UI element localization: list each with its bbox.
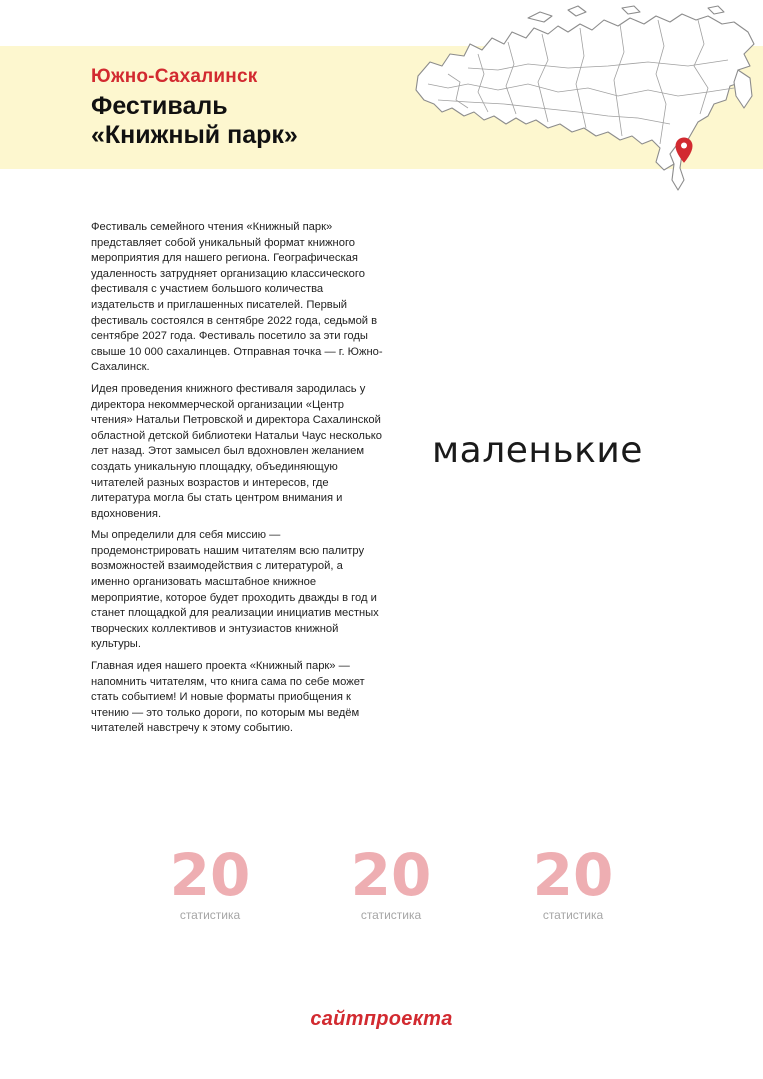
russia-map [408,4,760,196]
body-paragraph-1: Фестиваль семейного чтения «Книжный парк» представляет собой уникальный формат книжного мероприятия для нашего региона. Географическая удаленность затрудняет организацию классического фестиваля с участием большого количества издательств и приглашенных писателей. Первый фестиваль состоялся в сентябре 2022 года, седьмой в сентябре 2027 года. Фестиваль посетило за эти годы свыше 10 000 сахалинцев. Отправная точка — г. Южно-Сахалинск. [91,221,383,374]
stat-label: статистика [542,908,604,922]
city-name: Южно-Сахалинск [91,66,258,87]
page-title [91,92,298,150]
body-text [91,220,383,743]
stat-value: 20 [169,841,251,909]
body-paragraph-2: Идея проведения книжного фестиваля зародилась у директора некоммерческой организации «Центр чтения» Натальи Петровской и директора Сахалинской областной детской библиотеки Натальи Чаус несколько лет назад. Этот замысел был вдохновлен желанием создать уникальную площадку, объединяющую читателей разных возрастов и интересов, где литература могла бы стать центром внимания и вдохновения. [91,382,383,520]
stat-item-2 [326,842,456,922]
stat-label: статистика [179,908,241,922]
page-title-line-2: «Книжный парк» [91,121,298,149]
stat-item-3 [508,842,638,922]
highlight-word: маленькие [432,430,643,471]
site-logo[interactable]: сайтпроекта [310,1008,453,1030]
stat-item-1 [145,842,275,922]
stat-value: 20 [350,841,432,909]
body-paragraph-4: Главная идея нашего проекта «Книжный парк» — напомнить читателям, что книга сама по себе может стать событием! И новые форматы приобщения к чтению — это только дороги, по которым мы ведём читателей навстречу к этому событию. [91,660,365,735]
page-title-line-1: Фестиваль [91,92,228,120]
stat-value: 20 [532,841,614,909]
stat-label: статистика [360,908,422,922]
body-paragraph-3: Мы определили для себя миссию — продемонстрировать нашим читателям всю палитру возможностей взаимодействия с литературой, а именно организовать масштабное книжное мероприятие, которое будет проходить дважды в год и станет площадкой для реализации инициатив местных творческих коллективов и энтузиастов книжной культуры. [91,529,379,651]
